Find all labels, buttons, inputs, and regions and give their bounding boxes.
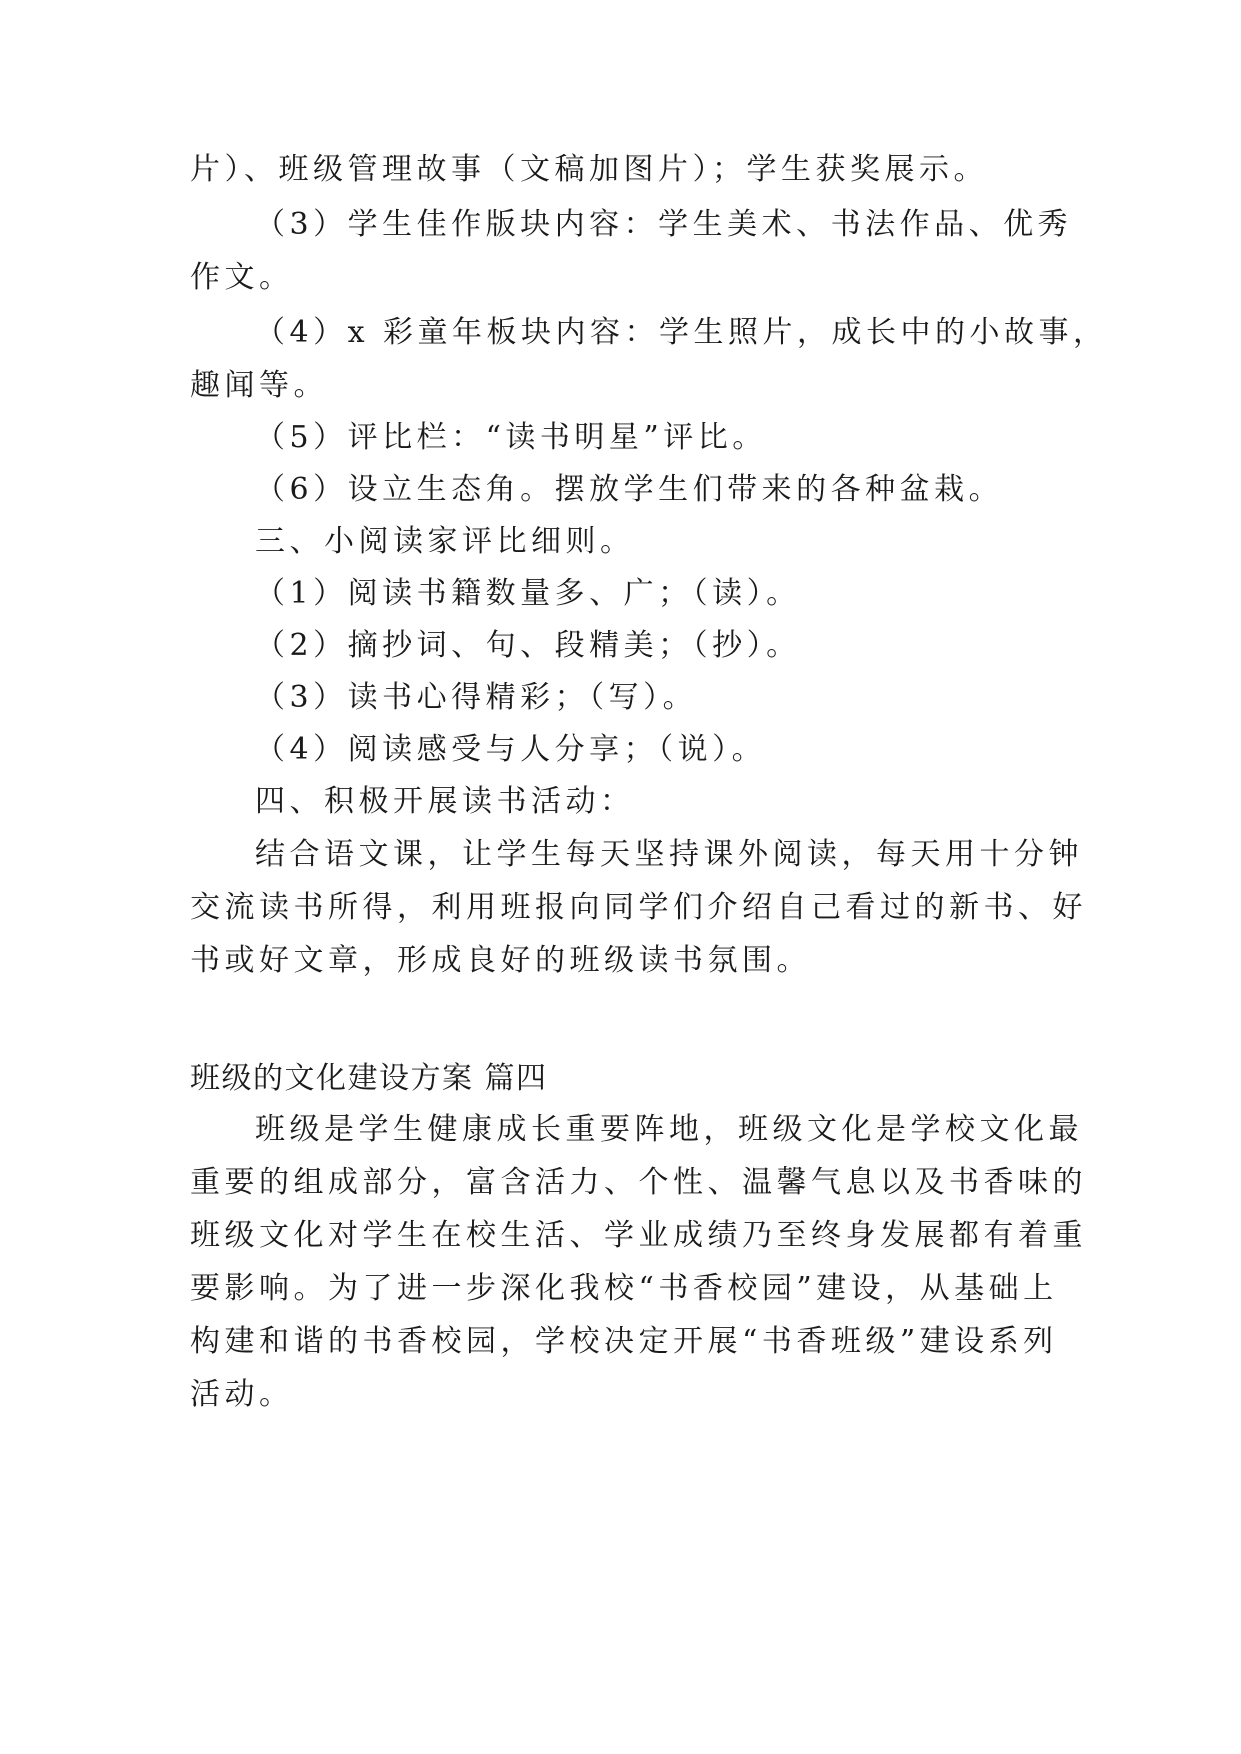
text-line-12: （4）阅读感受与人分享；（说）。	[255, 732, 767, 767]
text-line-14: 结合语文课，让学生每天坚持课外阅读，每天用十分钟	[255, 837, 1083, 872]
text-line-7: （6）设立生态角。摆放学生们带来的各种盆栽。	[255, 472, 1004, 507]
text-line-2: （3）学生佳作版块内容：学生美术、书法作品、优秀	[255, 207, 1073, 242]
text-line-21: 要影响。为了进一步深化我校“书香校园”建设，从基础上	[190, 1271, 1058, 1306]
text-line-19: 重要的组成部分，富含活力、个性、温馨气息以及书香味的	[190, 1165, 1087, 1200]
text-line-23: 活动。	[190, 1377, 294, 1412]
text-line-16: 书或好文章，形成良好的班级读书氛围。	[190, 943, 811, 978]
article-title: 班级的文化建设方案 篇四	[190, 1061, 548, 1096]
text-line-11: （3）读书心得精彩；（写）。	[255, 680, 698, 715]
text-line-3: 作文。	[190, 260, 294, 295]
section-heading-4: 四、积极开展读书活动：	[255, 784, 635, 819]
text-line-20: 班级文化对学生在校生活、学业成绩乃至终身发展都有着重	[190, 1218, 1087, 1253]
section-heading-3: 三、小阅读家评比细则。	[255, 524, 635, 559]
text-line-1: 片）、班级管理故事（文稿加图片）；学生获奖展示。	[190, 152, 988, 187]
text-line-22: 构建和谐的书香校园，学校决定开展“书香班级”建设系列	[190, 1324, 1058, 1359]
text-line-15: 交流读书所得，利用班报向同学们介绍自己看过的新书、好	[190, 890, 1087, 925]
text-line-10: （2）摘抄词、句、段精美；（抄）。	[255, 628, 801, 663]
text-line-6: （5）评比栏：“读书明星”评比。	[255, 420, 767, 455]
text-line-4: （4）x 彩童年板块内容：学生照片，成长中的小故事，	[255, 315, 1108, 350]
text-line-5: 趣闻等。	[190, 368, 328, 403]
text-line-9: （1）阅读书籍数量多、广；（读）。	[255, 576, 801, 611]
text-line-18: 班级是学生健康成长重要阵地，班级文化是学校文化最	[255, 1112, 1083, 1147]
